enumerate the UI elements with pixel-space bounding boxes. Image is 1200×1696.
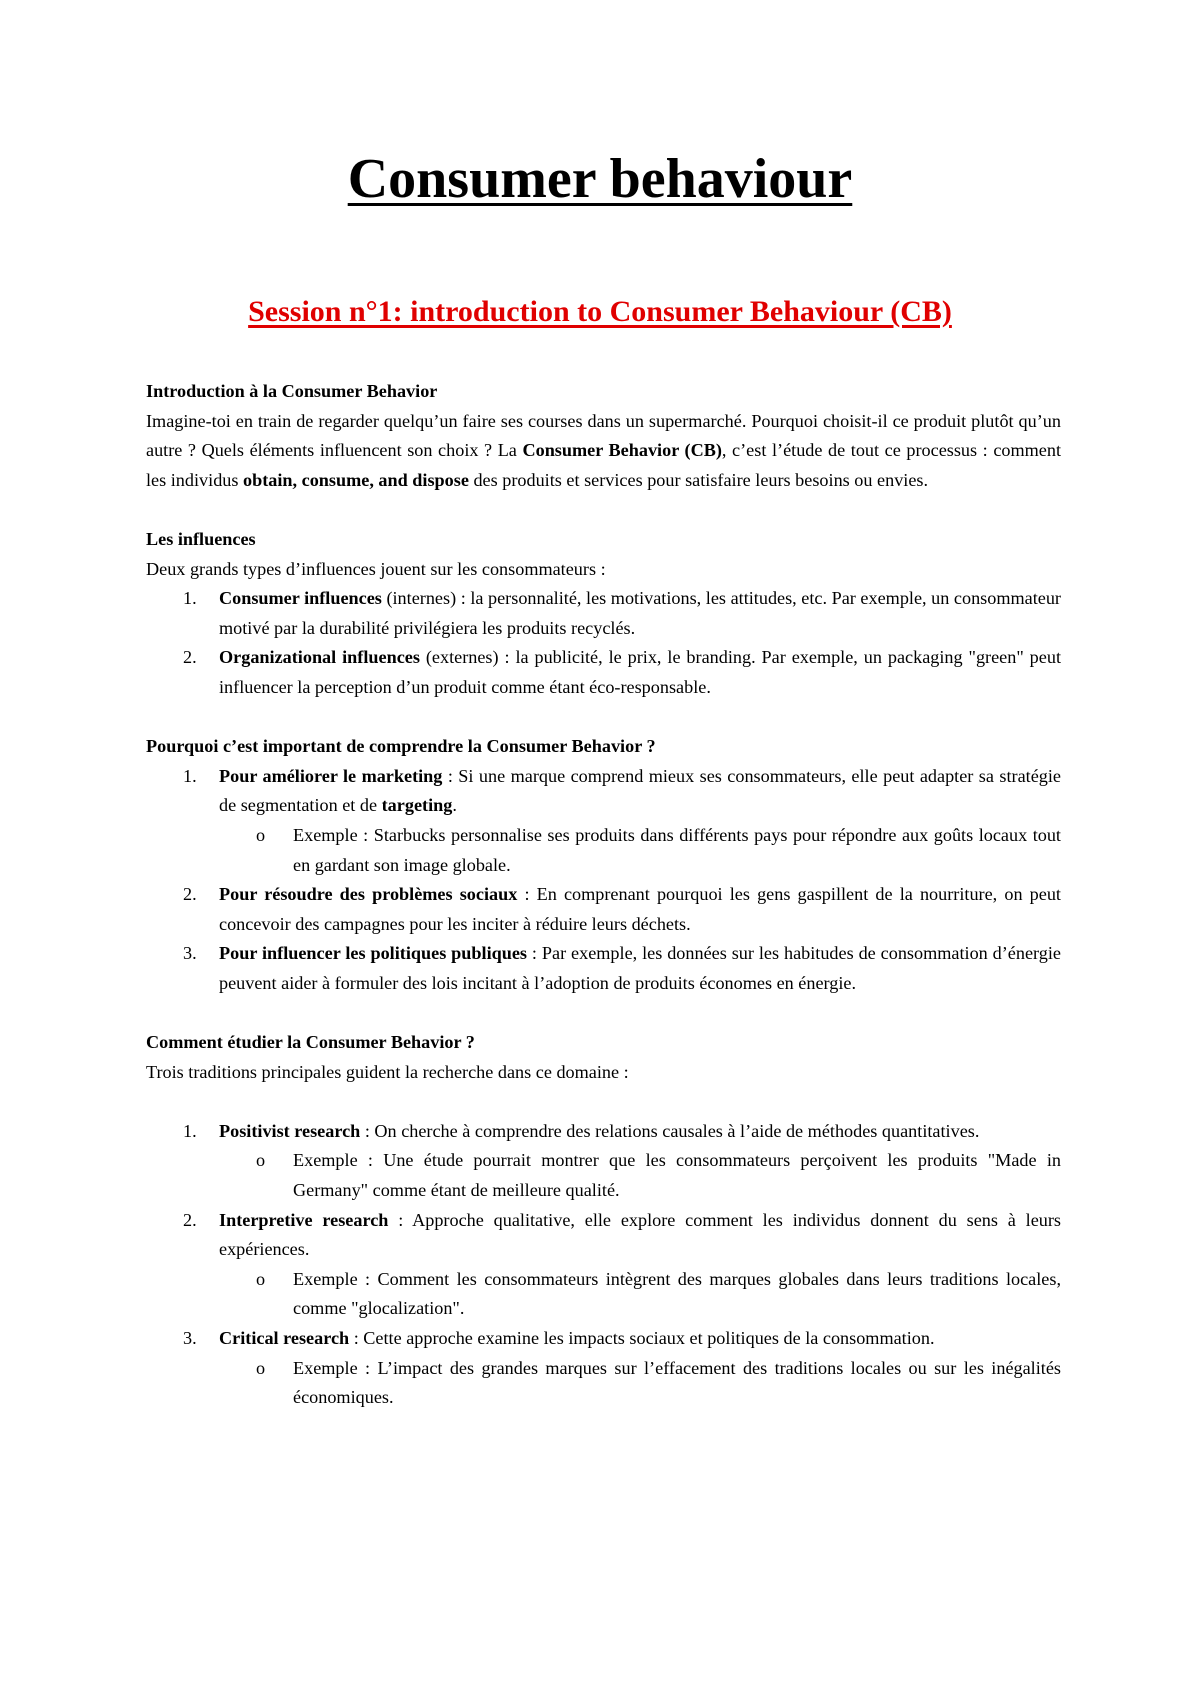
intro-heading: Introduction à la Consumer Behavior: [146, 381, 438, 401]
list-number: 2.: [183, 647, 197, 668]
list-item-text-end: .: [452, 795, 457, 816]
list-item-bold: Pour influencer les politiques publiques: [219, 943, 528, 964]
how-lead: Trois traditions principales guident la recherche dans ce domaine :: [146, 1061, 629, 1082]
list-number: 1.: [183, 588, 197, 609]
list-item-bold: Pour résoudre des problèmes sociaux: [219, 884, 518, 905]
list-number: 3.: [183, 943, 197, 964]
list-item-bold-targeting: targeting: [381, 795, 453, 816]
document-title: Consumer behaviour: [347, 148, 853, 210]
sub-list-text: Exemple : Une étude pourrait montrer que les consommateurs perçoivent les produits "Made in Germany" comme étant de meilleure qualité.: [293, 1150, 1061, 1201]
session-heading: Session n°1: introduction to Consumer Behaviour (CB): [248, 295, 952, 328]
circle-bullet-icon: o: [256, 1268, 266, 1289]
list-item-text: (internes) : la personnalité, les motivations, les attitudes, etc. Par exemple, un consommateur motivé par la durabilité privilégiera les produits recyclés.: [219, 588, 1061, 638]
sub-list-text: Exemple : Starbucks personnalise ses produits dans différents pays pour répondre aux goûts locaux tout en gardant son image globale.: [293, 824, 1061, 875]
intro-text-c: des produits et services pour satisfaire leurs besoins ou envies.: [468, 469, 929, 490]
list-item: [146, 939, 1061, 998]
list-item: [146, 762, 1061, 821]
intro-text-a: Imagine-toi en train de regarder quelqu’un faire ses courses dans un supermarché. Pourquoi choisit-il ce produit plutôt qu’un autre ? Quels éléments influencent son choix ? La: [146, 410, 1061, 461]
intro-bold-cb: Consumer Behavior (CB): [522, 440, 722, 461]
influences-lead: Deux grands types d’influences jouent sur les consommateurs :: [146, 558, 606, 579]
document-body: [146, 377, 1061, 1413]
list-item-text: : En comprenant pourquoi les gens gaspillent de la nourriture, on peut concevoir des campagnes pour les inciter à réduire leurs déchets.: [219, 884, 1061, 934]
list-item-text: : Cette approche examine les impacts sociaux et politiques de la consommation.: [349, 1328, 935, 1348]
list-item: [146, 643, 1061, 702]
list-item-bold: Positivist research: [219, 1120, 361, 1141]
sub-list-text: Exemple : Comment les consommateurs intègrent des marques globales dans leurs traditions locales, comme "glocalization".: [293, 1268, 1061, 1319]
list-item: [146, 880, 1061, 939]
list-item-bold: Critical research: [219, 1328, 350, 1348]
list-number: 3.: [183, 1328, 197, 1348]
list-number: 1.: [183, 1120, 197, 1141]
list-item-text: : Approche qualitative, elle explore comment les individus donnent du sens à leurs expériences.: [219, 1209, 1062, 1260]
list-item-text: (externes) : la publicité, le prix, le branding. Par exemple, un packaging "green" peut influencer la perception d’un produit comme étant éco-responsable.: [219, 647, 1061, 697]
circle-bullet-icon: o: [256, 824, 266, 845]
list-item: [146, 1117, 1061, 1147]
list-item-bold: Organizational influences: [219, 647, 420, 668]
list-item-bold: Pour améliorer le marketing: [219, 765, 443, 786]
intro-paragraph: [146, 407, 1061, 496]
sub-list-item: [146, 1146, 1061, 1205]
influences-heading: Les influences: [146, 528, 256, 549]
list-item: [146, 1324, 1061, 1354]
list-item-bold: Interpretive research: [219, 1209, 389, 1230]
list-item: [146, 584, 1061, 643]
list-item-text: : On cherche à comprendre des relations causales à l’aide de méthodes quantitatives.: [360, 1120, 980, 1141]
list-number: 1.: [183, 765, 197, 786]
sub-list-item: [146, 1265, 1061, 1324]
sub-list-item: [146, 1354, 1061, 1413]
list-number: 2.: [183, 1209, 197, 1230]
how-heading: Comment étudier la Consumer Behavior ?: [146, 1032, 475, 1053]
list-number: 2.: [183, 884, 197, 905]
circle-bullet-icon: o: [256, 1357, 266, 1378]
sub-list-text: Exemple : L’impact des grandes marques sur l’effacement des traditions locales ou sur les inégalités économiques.: [293, 1357, 1061, 1408]
why-heading: Pourquoi c’est important de comprendre la Consumer Behavior ?: [146, 736, 656, 757]
sub-list-item: [146, 821, 1061, 880]
list-item: [146, 1206, 1061, 1265]
intro-bold-obtain: obtain, consume, and dispose: [243, 469, 469, 490]
list-item-bold: Consumer influences: [219, 588, 382, 609]
list-item-text: : Si une marque comprend mieux ses consommateurs, elle peut adapter sa stratégie de segmentation et de: [219, 765, 1061, 816]
intro-text-b: , c’est l’étude de tout ce processus : comment les individus: [146, 440, 1062, 490]
list-item-text: : Par exemple, les données sur les habitudes de consommation d’énergie peuvent aider à formuler des lois incitant à l’adoption de produits économes en énergie.: [219, 943, 1061, 993]
circle-bullet-icon: o: [256, 1150, 266, 1171]
